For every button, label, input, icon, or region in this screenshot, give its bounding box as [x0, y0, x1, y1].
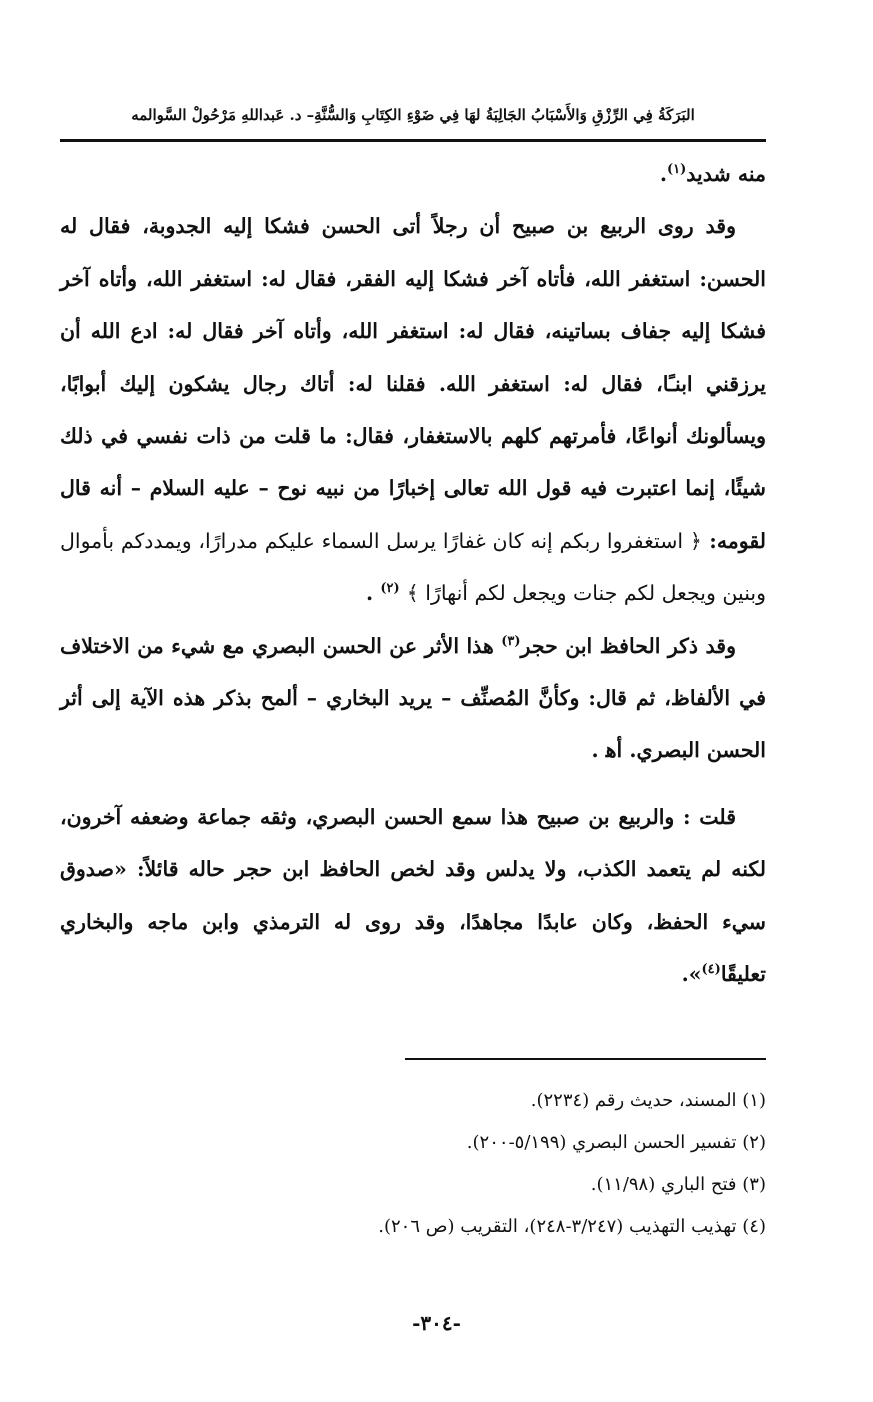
footnote-divider: [405, 1058, 766, 1060]
footnotes: [60, 1080, 766, 1248]
footnote-1: (١) المسند، حديث رقم (٢٢٣٤).: [530, 1090, 766, 1111]
footnote-ref-4: (٤): [701, 962, 721, 978]
paragraph-2: [60, 200, 766, 619]
header-divider: [60, 139, 766, 142]
main-text: [60, 148, 766, 1001]
footnote-3: (٣) فتح الباري (١١/٩٨).: [590, 1174, 766, 1195]
paragraph-1: [60, 148, 766, 200]
paragraph-1-end: .: [659, 162, 667, 186]
paragraph-1-text: منه شديد: [686, 162, 766, 186]
paragraph-3-text-b: هذا الأثر عن الحسن البصري مع شيء من الاختلاف في الألفاظ، ثم قال: وكأنَّ المُصنِّف – يريد البخاري – ألمح بذكر هذه الآية إلى أثر الحسن البصري. أﻫ .: [60, 633, 766, 763]
quran-verse: ﴿ استغفروا ربكم إنه كان غفارًا يرسل السماء عليكم مدرارًا، ويمددكم بأموال وبنين ويجعل لكم جنات ويجعل لكم أنهارًا ﴾: [60, 528, 766, 606]
footnote-2: (٢) تفسير الحسن البصري (٥/١٩٩-٢٠٠).: [466, 1132, 766, 1153]
paragraph-4-end: ».: [681, 962, 702, 987]
footnote-ref-2: (٢): [380, 581, 400, 597]
page-number: -٣٠٤-: [412, 1311, 461, 1335]
footnote-4: (٤) تهذيب التهذيب (٣/٢٤٧-٢٤٨)، التقريب (ص ٢٠٦).: [378, 1216, 766, 1237]
paragraph-3: [60, 620, 766, 777]
paragraph-2-end: .: [366, 581, 381, 606]
paragraph-4: [60, 791, 766, 1001]
paragraph-3-text-a: وقد ذكر الحافظ ابن حجر: [520, 633, 736, 658]
footnote-ref-3: (٣): [501, 633, 521, 649]
paragraph-2-text: وقد روى الربيع بن صبيح أن رجلاً أتى الحسن فشكا إليه الجدوبة، فقال له الحسن: استغفر الله، فأتاه آخر فشكا إليه الفقر، فقال له: استغفر الله، وأتاه آخر فشكا إليه جفاف بساتينه، فقال له: استغفر الله، وأتاه آخر فقال له: ادع الله أن يرزقني ابنـًا، فقال له: استغفر الله. فقلنا له: أتاك رجال يشكون إليك أبوابًا، ويسألونك أنواعًا، فأمرتهم كلهم بالاستغفار، فقال: ما قلت من ذات نفسي في ذلك شيئًا، إنما اعتبرت فيه قول الله تعالى إخبارًا من نبيه نوح – عليه السلام – أنه قال لقومه:: [60, 214, 766, 553]
paragraph-4-text: قلت : والربيع بن صبيح هذا سمع الحسن البصري، وثقه جماعة وضعفه آخرون، لكنه لم يتعمد الكذب، ولا يدلس وقد لخص الحافظ ابن حجر حاله قائلاً: «صدوق سيء الحفظ، وكان عابدًا مجاهدًا، وقد روى له الترمذي وابن ماجه والبخاري تعليقًا: [60, 804, 766, 987]
footnote-ref-1: (١): [667, 162, 687, 178]
running-header: البَرَكَةُ فِي الرِّزْقِ وَالأَسْبَابُ الجَالِبَةُ لهَا فِي ضَوْءِ الكِتَابِ وَالسُّنَّةِ– د. عَبداللهِ مَرْحُولْ السَّوالمه: [131, 106, 695, 124]
